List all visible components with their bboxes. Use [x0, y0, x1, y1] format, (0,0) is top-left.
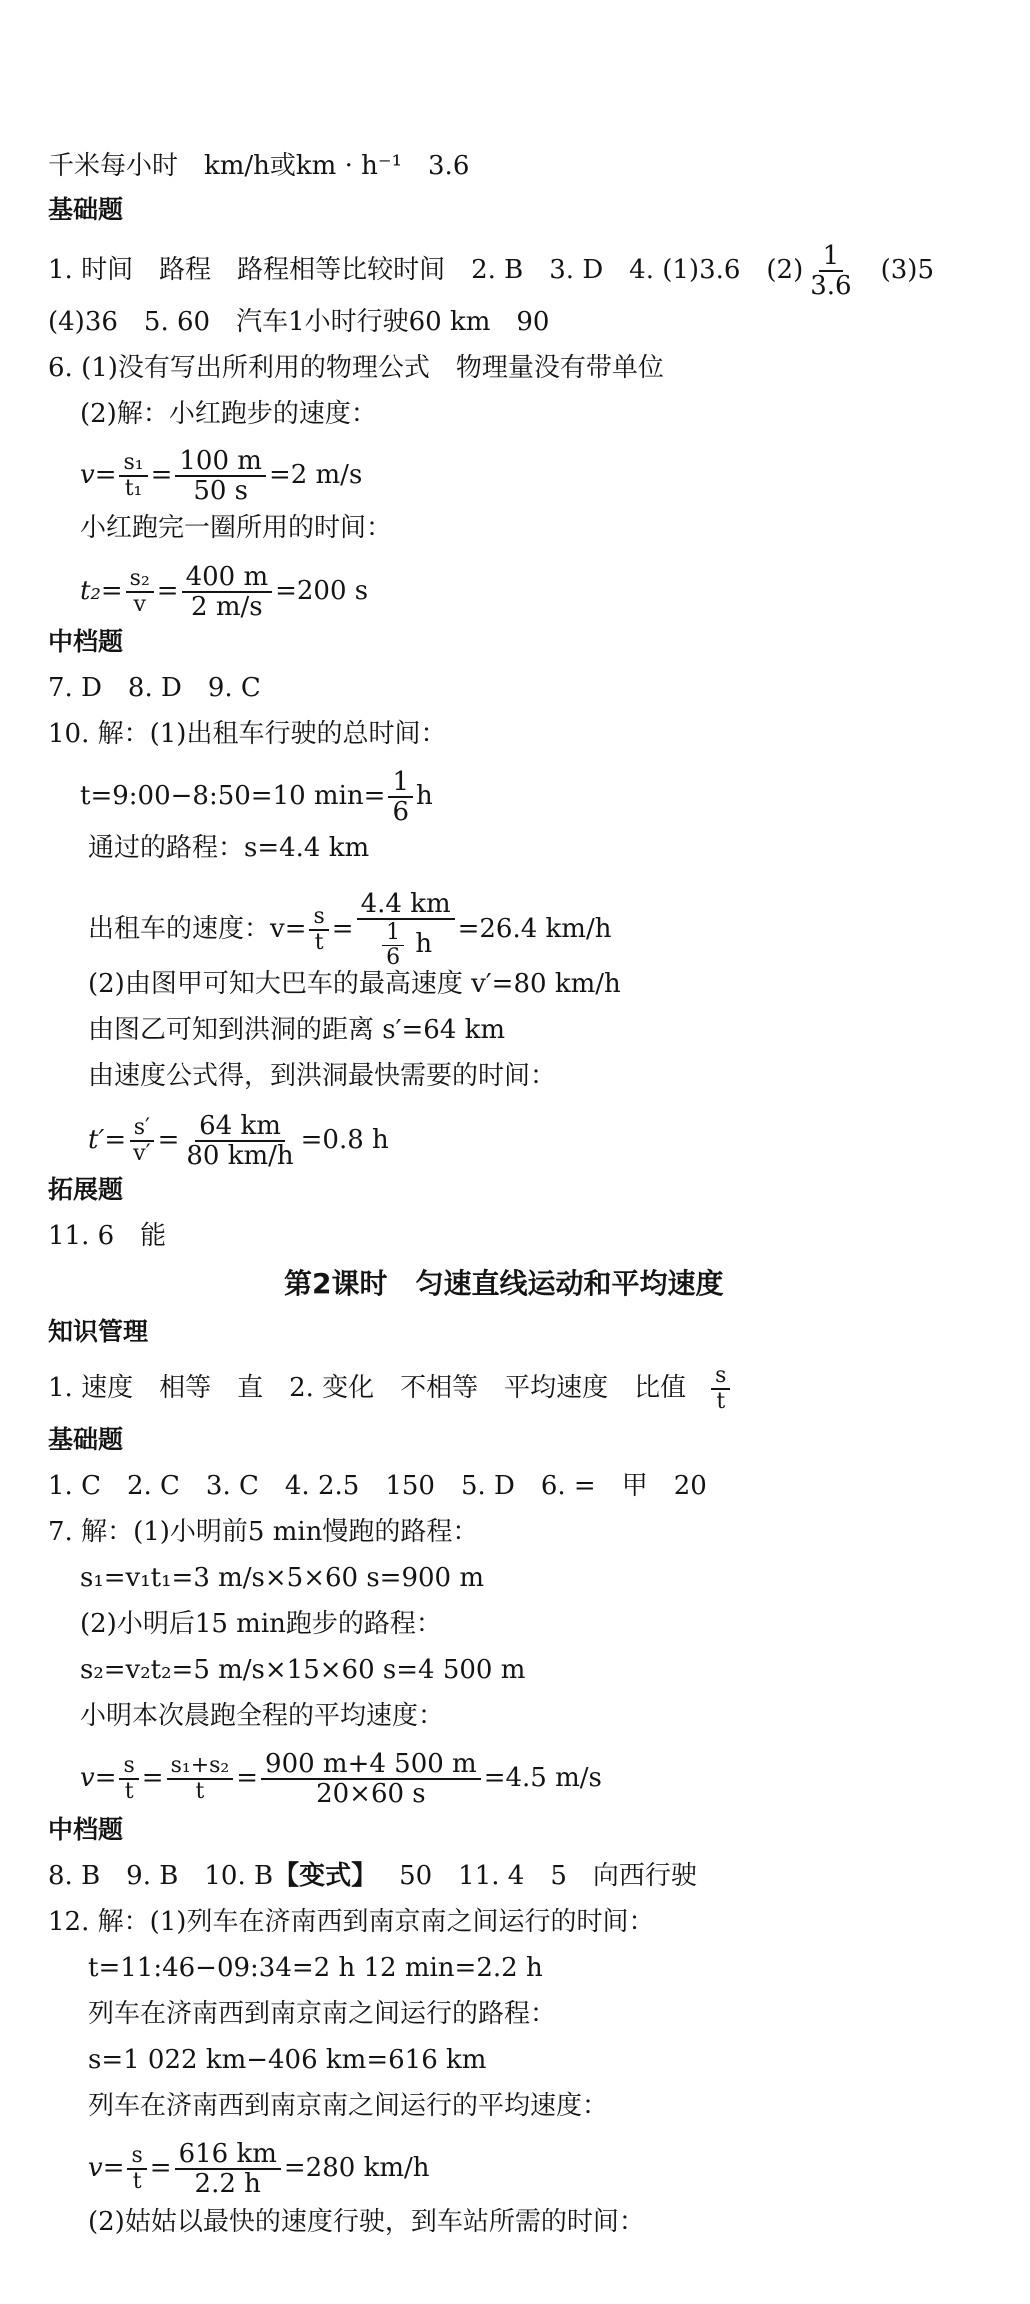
answer-line: 列车在济南西到南京南之间运行的平均速度： — [88, 2091, 609, 2121]
answer-line: 列车在济南西到南京南之间运行的路程： — [88, 1999, 557, 2029]
answer-line: 由速度公式得，到洪洞最快需要的时间： — [88, 1061, 557, 1091]
answer-line: 6. (1)没有写出所利用的物理公式 物理量没有带单位 — [48, 353, 664, 383]
equation: t=11:46−09:34=2 h 12 min=2.2 h — [88, 1953, 543, 1983]
answer-line: (4)36 5. 60 汽车1小时行驶60 km 90 — [48, 307, 550, 337]
equation: v= $\frac{s}{t}$ = $\frac{616 km}{2.2 h}$ =280 km/h — [88, 2139, 430, 2200]
equation: v= $\frac{s}{t}$ = $\frac{\text{s₁+s₂}}{t}$ = $\frac{900 m+4 500 m}{20\times 60 s}$ =4.5 m/s — [80, 1749, 602, 1810]
heading-medium: 中档题 — [48, 627, 124, 656]
equation: s=1 022 km−406 km=616 km — [88, 2045, 487, 2075]
answer-line: 11. 6 能 — [48, 1221, 167, 1251]
heading-medium-2: 中档题 — [48, 1815, 124, 1844]
equation: t′= $\frac{s'}{v'}$ = $\frac{64 km}{80 km/h}$ =0.8 h — [88, 1111, 389, 1172]
answer-line: (2)由图甲可知大巴车的最高速度 v′=80 km/h — [88, 969, 621, 999]
answer-line: 1. C 2. C 3. C 4. 2.5 150 5. D 6. = 甲 20 — [48, 1471, 707, 1501]
answer-line: 7. D 8. D 9. C — [48, 673, 261, 703]
section-title: 第2课时 匀速直线运动和平均速度 — [284, 1267, 724, 1300]
answer-line: 小明本次晨跑全程的平均速度： — [80, 1701, 445, 1731]
answer-line: 10. 解：(1)出租车行驶的总时间： — [48, 719, 447, 749]
answer-line: 由图乙可知到洪洞的距离 s′=64 km — [88, 1015, 506, 1045]
answer-line: 1. 速度 相等 直 2. 变化 不相等 平均速度 比值 $\frac{s}{t}$ — [48, 1364, 733, 1414]
answer-line: 12. 解：(1)列车在济南西到南京南之间运行的时间： — [48, 1907, 655, 1937]
equation: s₂=v₂t₂=5 m/s×15×60 s=4 500 m — [80, 1655, 526, 1685]
heading-basic-2: 基础题 — [48, 1425, 124, 1454]
heading-knowledge: 知识管理 — [48, 1317, 149, 1346]
equation: t₂= $\frac{\text{s₂}}{v}$ = $\frac{400 m}{2 m/s}$ =200 s — [80, 562, 369, 623]
answer-line: (2)姑姑以最快的速度行驶，到车站所需的时间： — [88, 2207, 645, 2237]
heading-basic: 基础题 — [48, 195, 124, 224]
answer-line: 7. 解：(1)小明前5 min慢跑的路程： — [48, 1517, 479, 1547]
text-line: 千米每小时 km/h或km · h⁻¹ 3.6 — [48, 151, 470, 181]
equation: v= $\frac{\text{s₁}}{\text{t₁}}$ = $\frac{100 m}{50 s}$ =2 m/s — [80, 446, 363, 507]
answer-line: (2)解：小红跑步的速度： — [80, 399, 377, 429]
equation: 出租车的速度：v= $\frac{s}{t}$ = 4.4 km $\frac{1}{6}$ h =26.4 km/h — [88, 889, 612, 970]
equation: s₁=v₁t₁=3 m/s×5×60 s=900 m — [80, 1563, 485, 1593]
heading-extension: 拓展题 — [48, 1175, 124, 1204]
equation: t=9:00−8:50=10 min= $\frac{1}{6}$ h — [80, 767, 433, 828]
answer-line: 1. 时间 路程 路程相等比较时间 2. B 3. D 4. (1)3.6 (2) $\frac{1}{3.6}$ (3)5 — [48, 241, 934, 302]
answer-line: 小红跑完一圈所用的时间： — [80, 513, 393, 543]
answer-line: 8. B 9. B 10. B【变式】 50 11. 4 5 向西行驶 — [48, 1861, 697, 1891]
answer-line: 通过的路程：s=4.4 km — [88, 833, 370, 863]
answer-line: (2)小明后15 min跑步的路程： — [80, 1609, 442, 1639]
